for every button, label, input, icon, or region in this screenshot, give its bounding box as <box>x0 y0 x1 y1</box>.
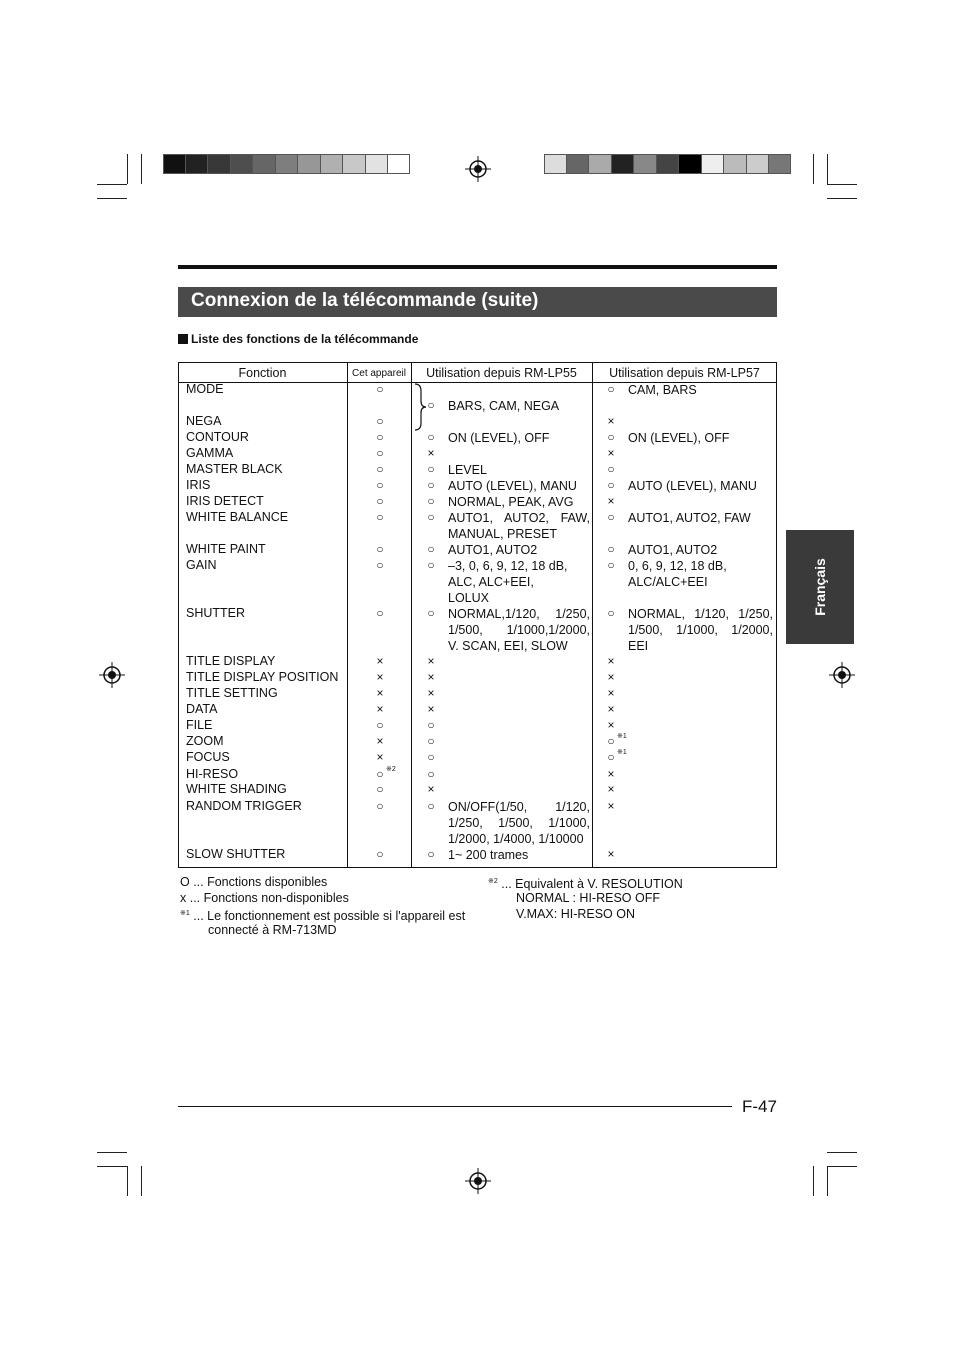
table-row-function: HI-RESO <box>186 767 239 781</box>
lp57-symbol: × <box>607 702 615 716</box>
registration-mark-icon <box>465 156 491 182</box>
table-row-function: WHITE BALANCE <box>186 510 289 524</box>
lp55-shutter-line3: V. SCAN, EEI, SLOW <box>448 639 568 653</box>
registration-mark-icon <box>99 662 125 688</box>
lp55-symbol: ○ <box>427 430 435 444</box>
appareil-symbol: ○ <box>376 446 384 460</box>
appareil-symbol: × <box>376 750 384 764</box>
lp57-symbol: ○ <box>607 558 615 572</box>
page-number: F-47 <box>742 1097 777 1116</box>
header-rule <box>178 265 777 269</box>
footnote-1-text: ... Le fonctionnement est possible si l'appareil est <box>193 909 466 923</box>
lp55-symbol: ○ <box>427 462 435 476</box>
lp55-symbol: ○ <box>427 558 435 572</box>
lp57-symbol: × <box>607 782 615 796</box>
crop-mark <box>141 154 142 184</box>
lp57-symbol: ○ <box>607 478 615 492</box>
lp55-iris-detect: NORMAL, PEAK, AVG <box>448 495 574 509</box>
lp55-symbol: × <box>427 446 435 460</box>
lp55-symbol: ○ <box>427 718 435 732</box>
lp55-symbol: ○ <box>427 767 435 781</box>
table-row-function: WHITE SHADING <box>186 782 287 796</box>
lp55-symbol: ○ <box>427 510 435 524</box>
title-bar <box>178 287 777 317</box>
section-subtitle <box>178 332 418 346</box>
lp55-symbol: × <box>427 702 435 716</box>
lp55-random-line1: ON/OFF(1/50, 1/120, <box>448 800 590 814</box>
lp55-symbol: ○ <box>427 398 435 412</box>
appareil-symbol: ○ <box>376 718 384 732</box>
lp57-symbol: ○ <box>607 542 615 556</box>
crop-mark <box>827 154 828 184</box>
lp57-symbol: ○ <box>607 750 615 764</box>
appareil-symbol: ○ <box>376 606 384 620</box>
footnote-2-ref: ※2 <box>386 766 396 773</box>
crop-mark <box>827 1166 857 1167</box>
lp55-random-line3: 1/2000, 1/4000, 1/10000 <box>448 832 584 846</box>
lp55-symbol: ○ <box>427 734 435 748</box>
column-divider <box>592 362 593 868</box>
table-row-function: CONTOUR <box>186 430 249 444</box>
appareil-symbol: ○ <box>376 382 384 396</box>
lp55-master-black: LEVEL <box>448 463 487 477</box>
crop-mark <box>127 1166 128 1196</box>
appareil-symbol: ○ <box>376 430 384 444</box>
lp57-gain-line1: 0, 6, 9, 12, 18 dB, <box>628 559 727 573</box>
appareil-symbol: × <box>376 654 384 668</box>
appareil-symbol: ○ <box>376 478 384 492</box>
crop-mark <box>827 184 857 185</box>
lp55-symbol: ○ <box>427 494 435 508</box>
appareil-symbol: × <box>376 734 384 748</box>
lp57-shutter-line3: EEI <box>628 639 649 653</box>
appareil-symbol: ○ <box>376 510 384 524</box>
footnote-2-line3: V.MAX: HI-RESO ON <box>516 907 636 921</box>
crop-mark <box>813 1166 814 1196</box>
lp57-symbol: × <box>607 799 615 813</box>
table-row-function: ZOOM <box>186 734 224 748</box>
registration-mark-icon <box>465 1168 491 1194</box>
table-row-function: SLOW SHUTTER <box>186 847 286 861</box>
lp57-desc: AUTO1, AUTO2 <box>628 543 718 557</box>
lp55-symbol: × <box>427 686 435 700</box>
table-row-function: WHITE PAINT <box>186 542 266 556</box>
appareil-symbol: × <box>376 702 384 716</box>
col-header-fonction: Fonction <box>238 366 287 380</box>
appareil-symbol: ○ <box>376 462 384 476</box>
lp57-symbol: ○ <box>607 382 615 396</box>
language-tab <box>786 530 854 644</box>
crop-mark <box>827 198 857 199</box>
legend-available: O ... Fonctions disponibles <box>180 875 328 889</box>
table-row-function: MODE <box>186 382 224 396</box>
lp55-symbol: ○ <box>427 542 435 556</box>
table-row-function: IRIS <box>186 478 211 492</box>
footnote-2-mark: ※2 <box>488 878 498 885</box>
lp57-desc: ON (LEVEL), OFF <box>628 431 730 445</box>
table-row-function: RANDOM TRIGGER <box>186 799 302 813</box>
col-header-appareil: Cet appareil <box>352 368 406 379</box>
color-strip-right <box>544 154 791 176</box>
lp55-iris: AUTO (LEVEL), MANU <box>448 479 577 493</box>
crop-mark <box>97 184 127 185</box>
lp57-shutter-line1: NORMAL, 1/120, 1/250, <box>628 607 773 621</box>
lp55-slow-shutter: 1~ 200 trames <box>448 848 529 862</box>
table-row-function: TITLE SETTING <box>186 686 278 700</box>
crop-mark <box>827 1152 857 1153</box>
appareil-symbol: ○ <box>376 558 384 572</box>
lp55-gain-line2: ALC, ALC+EEI, <box>448 575 534 589</box>
lp55-shutter-line1: NORMAL,1/120, 1/250, <box>448 607 590 621</box>
lp55-random-line2: 1/250, 1/500, 1/1000, <box>448 816 590 830</box>
lp55-symbol: ○ <box>427 847 435 861</box>
square-bullet-icon <box>178 334 188 344</box>
footnote-2-line2: NORMAL : HI-RESO OFF <box>516 891 660 905</box>
crop-mark <box>97 1152 127 1153</box>
col-header-lp55: Utilisation depuis RM-LP55 <box>426 366 577 380</box>
footnote-1-ref: ※1 <box>617 733 627 740</box>
lp57-symbol: × <box>607 767 615 781</box>
appareil-symbol: ○ <box>376 782 384 796</box>
footnote-2-text: ... Equivalent à V. RESOLUTION <box>501 877 683 891</box>
table-row-function: NEGA <box>186 414 222 428</box>
col-header-lp57: Utilisation depuis RM-LP57 <box>609 366 760 380</box>
registration-mark-icon <box>829 662 855 688</box>
legend-unavailable: x ... Fonctions non-disponibles <box>180 891 349 905</box>
lp57-desc: CAM, BARS <box>628 383 697 397</box>
crop-mark <box>127 154 128 184</box>
lp55-gain-line3: LOLUX <box>448 591 489 605</box>
brace-icon <box>413 383 427 431</box>
lp57-symbol: ○ <box>607 606 615 620</box>
lp57-symbol: × <box>607 414 615 428</box>
table-row-function: GAIN <box>186 558 217 572</box>
lp55-symbol: × <box>427 654 435 668</box>
lp55-wb-line2: MANUAL, PRESET <box>448 527 558 541</box>
table-row-function: FOCUS <box>186 750 230 764</box>
lp55-symbol: ○ <box>427 478 435 492</box>
table-row-function: TITLE DISPLAY <box>186 654 276 668</box>
table-row-function: MASTER BLACK <box>186 462 283 476</box>
footnote-1-mark: ※1 <box>180 910 190 917</box>
appareil-symbol: × <box>376 686 384 700</box>
table-row-function: IRIS DETECT <box>186 494 264 508</box>
lp55-symbol: ○ <box>427 750 435 764</box>
table-row-function: SHUTTER <box>186 606 246 620</box>
lp57-gain-line2: ALC/ALC+EEI <box>628 575 708 589</box>
footnote-1-ref: ※1 <box>617 749 627 756</box>
table-row-function: FILE <box>186 718 213 732</box>
appareil-symbol: × <box>376 670 384 684</box>
column-divider <box>411 362 412 868</box>
table-row-function: GAMMA <box>186 446 234 460</box>
table-row-function: DATA <box>186 702 218 716</box>
crop-mark <box>141 1166 142 1196</box>
subtitle-text: Liste des fonctions de la télécommande <box>191 332 419 346</box>
lp55-white-paint: AUTO1, AUTO2 <box>448 543 538 557</box>
appareil-symbol: ○ <box>376 542 384 556</box>
footnote-1-cont: connecté à RM-713MD <box>208 923 337 937</box>
appareil-symbol: ○ <box>376 767 384 781</box>
lp57-desc: AUTO (LEVEL), MANU <box>628 479 757 493</box>
lp55-gain-line1: –3, 0, 6, 9, 12, 18 dB, <box>448 559 568 573</box>
lp57-symbol: × <box>607 718 615 732</box>
lp57-symbol: × <box>607 670 615 684</box>
lp55-shutter-line2: 1/500, 1/1000,1/2000, <box>448 623 590 637</box>
footer-rule <box>178 1106 732 1107</box>
color-strip-left <box>163 154 410 176</box>
lp55-wb-line1: AUTO1, AUTO2, FAW, <box>448 511 590 525</box>
lp57-symbol: × <box>607 446 615 460</box>
page-title: Connexion de la télécommande (suite) <box>191 290 539 311</box>
lp57-symbol: ○ <box>607 734 615 748</box>
crop-mark <box>813 154 814 184</box>
lp57-symbol: × <box>607 654 615 668</box>
lp57-desc: AUTO1, AUTO2, FAW <box>628 511 751 525</box>
lp55-contour: ON (LEVEL), OFF <box>448 431 550 445</box>
lp57-symbol: × <box>607 494 615 508</box>
language-tab-label: Français <box>812 558 828 616</box>
lp55-mode-nega: BARS, CAM, NEGA <box>448 399 560 413</box>
lp57-symbol: × <box>607 847 615 861</box>
crop-mark <box>97 1166 127 1167</box>
lp57-shutter-line2: 1/500, 1/1000, 1/2000, <box>628 623 773 637</box>
appareil-symbol: ○ <box>376 847 384 861</box>
appareil-symbol: ○ <box>376 494 384 508</box>
crop-mark <box>97 198 127 199</box>
lp55-symbol: × <box>427 782 435 796</box>
lp55-symbol: ○ <box>427 799 435 813</box>
column-divider <box>347 362 348 868</box>
appareil-symbol: ○ <box>376 414 384 428</box>
crop-mark <box>827 1166 828 1196</box>
lp57-symbol: ○ <box>607 462 615 476</box>
lp57-symbol: ○ <box>607 430 615 444</box>
lp57-symbol: × <box>607 686 615 700</box>
lp57-symbol: ○ <box>607 510 615 524</box>
lp55-symbol: × <box>427 670 435 684</box>
table-row-function: TITLE DISPLAY POSITION <box>186 670 339 684</box>
appareil-symbol: ○ <box>376 799 384 813</box>
lp55-symbol: ○ <box>427 606 435 620</box>
